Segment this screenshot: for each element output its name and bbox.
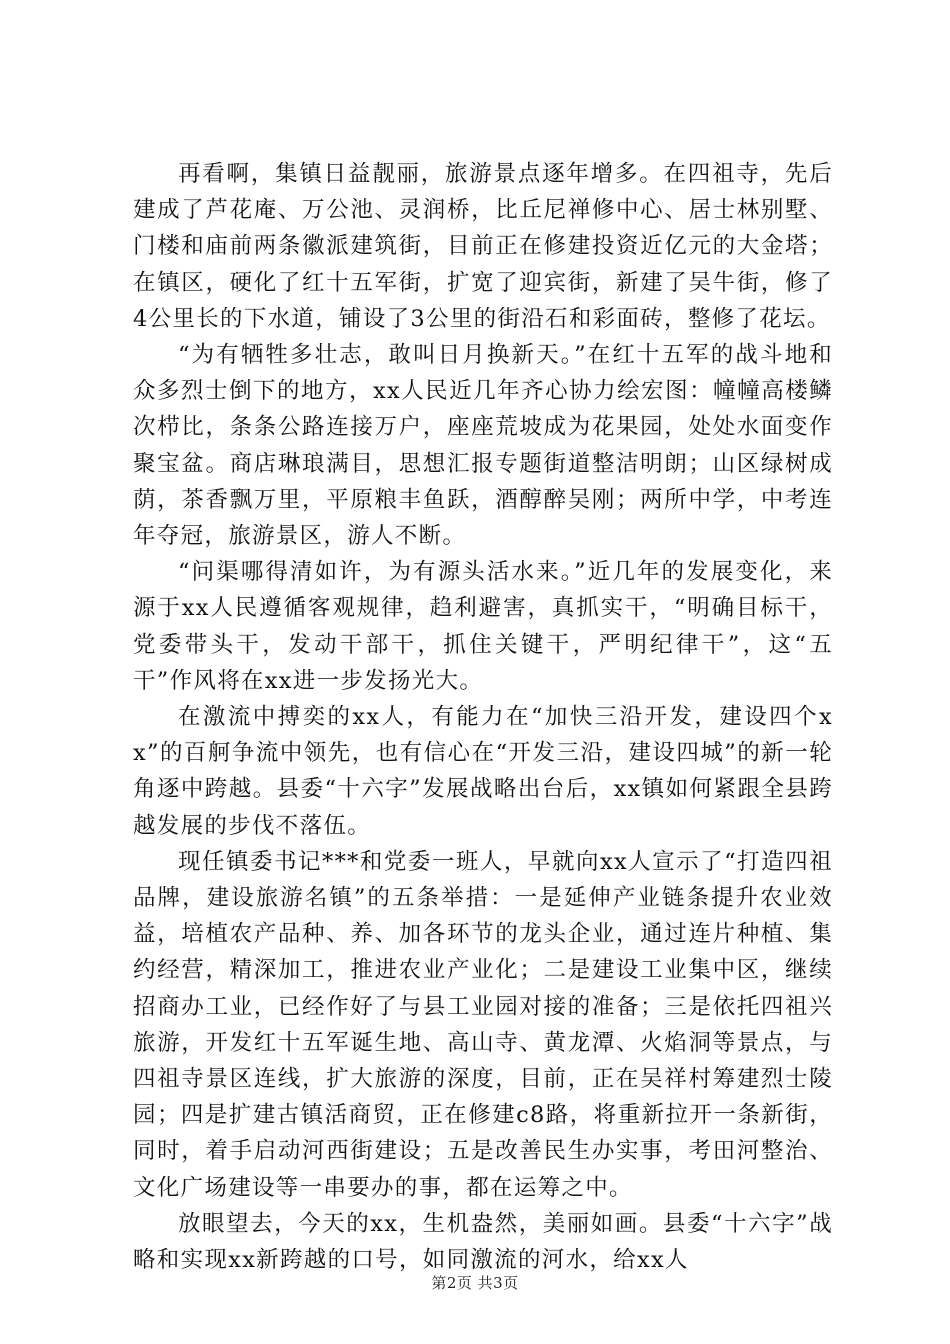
page-footer: 第2页 共3页 — [431, 1274, 519, 1292]
paragraph-2: “为有牺牲多壮志，敢叫日月换新天。”在红十五军的战斗地和众多烈士倒下的地方，xx人民近几年齐心协力绘宏图：幢幢高楼鳞次栉比，条条公路连接万户，座座荒坡成为花果园，处处水面变作聚宝盆。商店琳琅满目，思想汇报专题街道整洁明朗；山区绿树成荫，茶香飘万里，平原粮丰鱼跃，酒醇醉吴刚；两所中学，中考连年夺冠，旅游景区，游人不断。 — [133, 342, 833, 550]
paragraph-5: 现任镇委书记***和党委一班人，早就向xx人宣示了“打造四祖品牌，建设旅游名镇”的五条举措：一是延伸产业链条提升农业效益，培植农产品种、养、加各环节的龙头企业，通过连片种植、集约经营，精深加工，推进农业产业化；二是建设工业集中区，继续招商办工业，已经作好了与县工业园对接的准备；三是依托四祖兴旅游，开发红十五军诞生地、高山寺、黄龙潭、火焰洞等景点，与四祖寺景区连线，扩大旅游的深度，目前，正在吴祥村筹建烈士陵园；四是扩建古镇活商贸，正在修建c8路，将重新拉开一条新街，同时，着手启动河西街建设；五是改善民生办实事，考田河整治、文化广场建设等一串要办的事，都在运筹之中。 — [133, 848, 833, 1201]
paragraph-4: 在激流中搏奕的xx人，有能力在“加快三沿开发，建设四个xx”的百舸争流中领先，也有信心在“开发三沿，建设四城”的新一轮角逐中跨越。县委“十六字”发展战略出台后，xx镇如何紧跟全县跨越发展的步伐不落伍。 — [133, 704, 833, 839]
document-body — [133, 156, 833, 1278]
paragraph-6: 放眼望去，今天的xx，生机盎然，美丽如画。县委“十六字”战略和实现xx新跨越的口号，如同激流的河水，给xx人 — [133, 1210, 833, 1274]
paragraph-3: “问渠哪得清如许，为有源头活水来。”近几年的发展变化，来源于xx人民遵循客观规律，趋利避害，真抓实干，“明确目标干，党委带头干，发动干部干，抓住关键干，严明纪律干”，这“五干”作风将在xx进一步发扬光大。 — [133, 559, 833, 694]
paragraph-1: 再看啊，集镇日益靓丽，旅游景点逐年增多。在四祖寺，先后建成了芦花庵、万公池、灵润桥，比丘尼禅修中心、居士林别墅、门楼和庙前两条徽派建筑街，目前正在修建投资近亿元的大金塔；在镇区，硬化了红十五军街，扩宽了迎宾街，新建了吴牛街，修了4公里长的下水道，铺设了3公里的街沿石和彩面砖，整修了花坛。 — [133, 161, 833, 332]
